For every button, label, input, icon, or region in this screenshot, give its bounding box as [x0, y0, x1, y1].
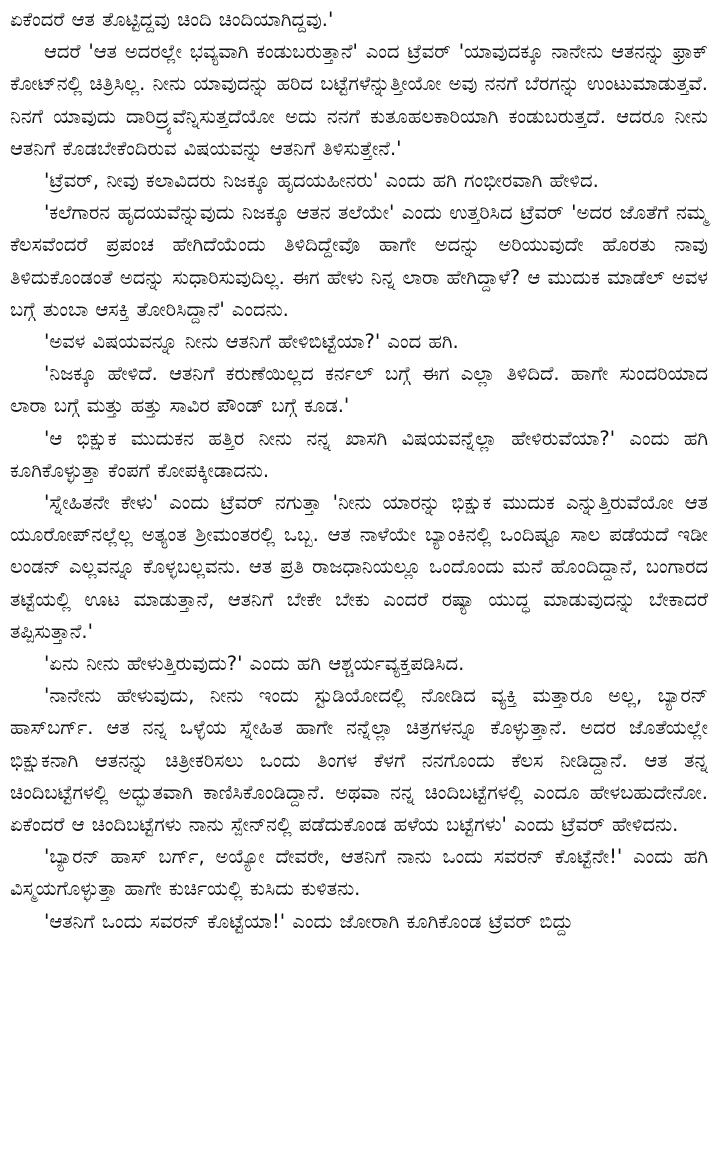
paragraph-baron-hausberg: 'ನಾನೇನು ಹೇಳುವುದು, ನೀನು ಇಂದು ಸ್ಟುಡಿಯೋದಲ್ಲಿ ನೋಡಿದ ವ್ಯಕ್ತಿ ಮತ್ತಾರೂ ಅಲ್ಲ, ಬ್ಯಾರನ್ ಹಾಸ್‌ಬರ್ಗ್. ಆತ ನನ್ನ ಒಳ್ಳೆಯ ಸ್ನೇಹಿತ ಹಾಗೇ ನನ್ನೆಲ್ಲಾ ಚಿತ್ರಗಳನ್ನೂ ಕೊಳ್ಳುತ್ತಾನೆ. ಅದರ ಜೊತೆಯಲ್ಲೇ ಭಿಕ್ಷುಕನಾಗಿ ಆತನನ್ನು ಚಿತ್ರೀಕರಿಸಲು ಒಂದು ತಿಂಗಳ ಕೆಳಗೆ ನನಗೊಂದು ಕೆಲಸ ನೀಡಿದ್ದಾನೆ. ಆತ ತನ್ನ ಚಿಂದಿಬಟ್ಟೆಗಳಲ್ಲಿ ಅದ್ಭುತವಾಗಿ ಕಾಣಿಸಿಕೊಂಡಿದ್ದಾನೆ. ಅಥವಾ ನನ್ನ ಚಿಂದಿಬಟ್ಟೆಗಳಲ್ಲಿ ಎಂದೂ ಹೇಳಬಹುದೇನೋ. ಏಕೆಂದರೆ ಆ ಚಿಂದಿಬಟ್ಟೆಗಳು ನಾನು ಸ್ಪೇನ್‌ನಲ್ಲಿ ಪಡೆದುಕೊಂಡ ಹಳೆಯ ಬಟ್ಟೆಗಳು' ಎಂದು ಟ್ರೆವರ್ ಹೇಳಿದನು. [10, 684, 708, 837]
paragraph-private-affairs: 'ಆ ಭಿಕ್ಷುಕ ಮುದುಕನ ಹತ್ತಿರ ನೀನು ನನ್ನ ಖಾಸಗಿ ವಿಷಯವನ್ನೆಲ್ಲಾ ಹೇಳಿರುವೆಯಾ?' ಎಂದು ಹಗಿ ಕೂಗಿಕೊಳ್ಳುತ್ತಾ ಕೆಂಪಗೆ ಕೋಪಕ್ಕೀಡಾದನು. [10, 426, 708, 482]
paragraph-what-saying: 'ಏನು ನೀನು ಹೇಳುತ್ತಿರುವುದು?' ಎಂದು ಹಗಿ ಆಶ್ಚರ್ಯವ್ಯಕ್ತಪಡಿಸಿದ. [44, 652, 465, 676]
paragraph-gave-sovereign: 'ಬ್ಯಾರನ್ ಹಾಸ್ ಬರ್ಗ್, ಅಯ್ಯೋ ದೇವರೇ, ಆತನಿಗೆ ನಾನು ಒಂದು ಸವರನ್ ಕೊಟ್ಟೆನೇ!' ಎಂದು ಹಗಿ ವಿಸ್ಮಯಗೊಳ್ಳುತ್ತಾ ಹಾಗೇ ಕುರ್ಚಿಯಲ್ಲಿ ಕುಸಿದು ಕುಳಿತನು. [10, 845, 708, 901]
paragraph-hughie-heartless: 'ಟ್ರೆವರ್, ನೀವು ಕಲಾವಿದರು ನಿಜಕ್ಕೂ ಹೃದಯಹೀನರು' ಎಂದು ಹಗಿ ಗಂಭೀರವಾಗಿ ಹೇಳಿದ. [44, 169, 599, 193]
paragraph-yes-told: 'ನಿಜಕ್ಕೂ ಹೇಳಿದೆ. ಆತನಿಗೆ ಕರುಣೆಯಿಲ್ಲದ ಕರ್ನಲ್ ಬಗ್ಗೆ ಈಗ ಎಲ್ಲಾ ತಿಳಿದಿದೆ. ಹಾಗೇ ಸುಂದರಿಯಾದ ಲಾರಾ ಬಗ್ಗೆ ಮತ್ತು ಹತ್ತು ಸಾವಿರ ಪೌಂಡ್ ಬಗ್ಗೆ ಕೂಡ.' [10, 362, 708, 418]
paragraph-richest-man: 'ಸ್ನೇಹಿತನೇ ಕೇಳು' ಎಂದು ಟ್ರೆವರ್ ನಗುತ್ತಾ 'ನೀನು ಯಾರನ್ನು ಭಿಕ್ಷುಕ ಮುದುಕ ಎನ್ನುತ್ತಿರುವೆಯೋ ಆತ ಯೂರೋಪ್‌ನಲ್ಲೆಲ್ಲ ಅತ್ಯಂತ ಶ್ರೀಮಂತರಲ್ಲಿ ಒಬ್ಬ. ಆತ ನಾಳೆಯೇ ಬ್ಯಾಂಕಿನಲ್ಲಿ ಒಂದಿಷ್ಟೂ ಸಾಲ ಪಡೆಯದೆ ಇಡೀ ಲಂಡನ್ ಎಲ್ಲವನ್ನೂ ಕೊಳ್ಳಬಲ್ಲವನು. ಆತ ಪ್ರತಿ ರಾಜಧಾನಿಯಲ್ಲೂ ಒಂದೊಂದು ಮನೆ ಹೊಂದಿದ್ದಾನೆ, ಬಂಗಾರದ ತಟ್ಟೆಯಲ್ಲಿ ಊಟ ಮಾಡುತ್ತಾನೆ, ಆತನಿಗೆ ಬೇಕೇ ಬೇಕು ಎಂದರೆ ರಷ್ಯಾ ಯುದ್ಧ ಮಾಡುವುದನ್ನು ಬೇಕಾದರೆ ತಪ್ಪಿಸುತ್ತಾನೆ.' [10, 491, 708, 643]
paragraph-told-him: 'ಅವಳ ವಿಷಯವನ್ನೂ ನೀನು ಆತನಿಗೆ ಹೇಳಿಬಿಟ್ಟೆಯಾ?' ಎಂದ ಹಗಿ. [44, 330, 459, 354]
paragraph-trevor-shouts: 'ಆತನಿಗೆ ಒಂದು ಸವರನ್ ಕೊಟ್ಟೆಯಾ!' ಎಂದು ಜೋರಾಗಿ ಕೂಗಿಕೊಂಡ ಟ್ರೆವರ್ ಬಿದ್ದು [44, 909, 574, 933]
paragraph-trevor-describes-beggar: ಆದರೆ 'ಆತ ಅದರಲ್ಲೇ ಭವ್ಯವಾಗಿ ಕಂಡುಬರುತ್ತಾನೆ' ಎಂದ ಟ್ರೆವರ್ 'ಯಾವುದಕ್ಕೂ ನಾನೇನು ಆತನನ್ನು ಫ್ರಾಕ್ ಕೋಟ್‌ನಲ್ಲಿ ಚಿತ್ರಿಸಿಲ್ಲ. ನೀನು ಯಾವುದನ್ನು ಹರಿದ ಬಟ್ಟೆಗಳೆನ್ನುತ್ತೀಯೋ ಅವು ನನಗೆ ಬೆರಗನ್ನು ಉಂಟುಮಾಡುತ್ತವೆ. ನಿನಗೆ ಯಾವುದು ದಾರಿದ್ರ್ಯವೆನ್ನಿಸುತ್ತದೆಯೋ ಅದು ನನಗೆ ಕುತೂಹಲಕಾರಿಯಾಗಿ ಕಂಡುಬರುತ್ತದೆ. ಆದರೂ ನೀನು ಆತನಿಗೆ ಕೊಡಬೇಕೆಂದಿರುವ ವಿಷಯವನ್ನು ಆತನಿಗೆ ತಿಳಿಸುತ್ತೇನೆ.' [10, 40, 708, 160]
paragraph-continuation: ಏಕೆಂದರೆ ಆತ ತೊಟ್ಟಿದ್ದವು ಚಿಂದಿ ಚಿಂದಿಯಾಗಿದ್ದವು.' [10, 8, 334, 31]
paragraph-artist-heart: 'ಕಲೆಗಾರನ ಹೃದಯವೆನ್ನುವುದು ನಿಜಕ್ಕೂ ಆತನ ತಲೆಯೇ' ಎಂದು ಉತ್ತರಿಸಿದ ಟ್ರೆವರ್ 'ಅದರ ಜೊತೆಗೆ ನಮ್ಮ ಕೆಲಸವೆಂದರೆ ಪ್ರಪಂಚ ಹೇಗಿದೆಯೆಂದು ತಿಳಿದಿದ್ದೇವೊ ಹಾಗೇ ಅದನ್ನು ಅರಿಯುವುದೇ ಹೊರತು ನಾವು ತಿಳಿದುಕೊಂಡಂತೆ ಅದನ್ನು ಸುಧಾರಿಸುವುದಿಲ್ಲ. ಈಗ ಹೇಳು ನಿನ್ನ ಲಾರಾ ಹೇಗಿದ್ದಾಳೆ? ಆ ಮುದುಕ ಮಾಡೆಲ್ ಅವಳ ಬಗ್ಗೆ ತುಂಬಾ ಆಸಕ್ತಿ ತೋರಿಸಿದ್ದಾನೆ' ಎಂದನು. [10, 201, 708, 321]
